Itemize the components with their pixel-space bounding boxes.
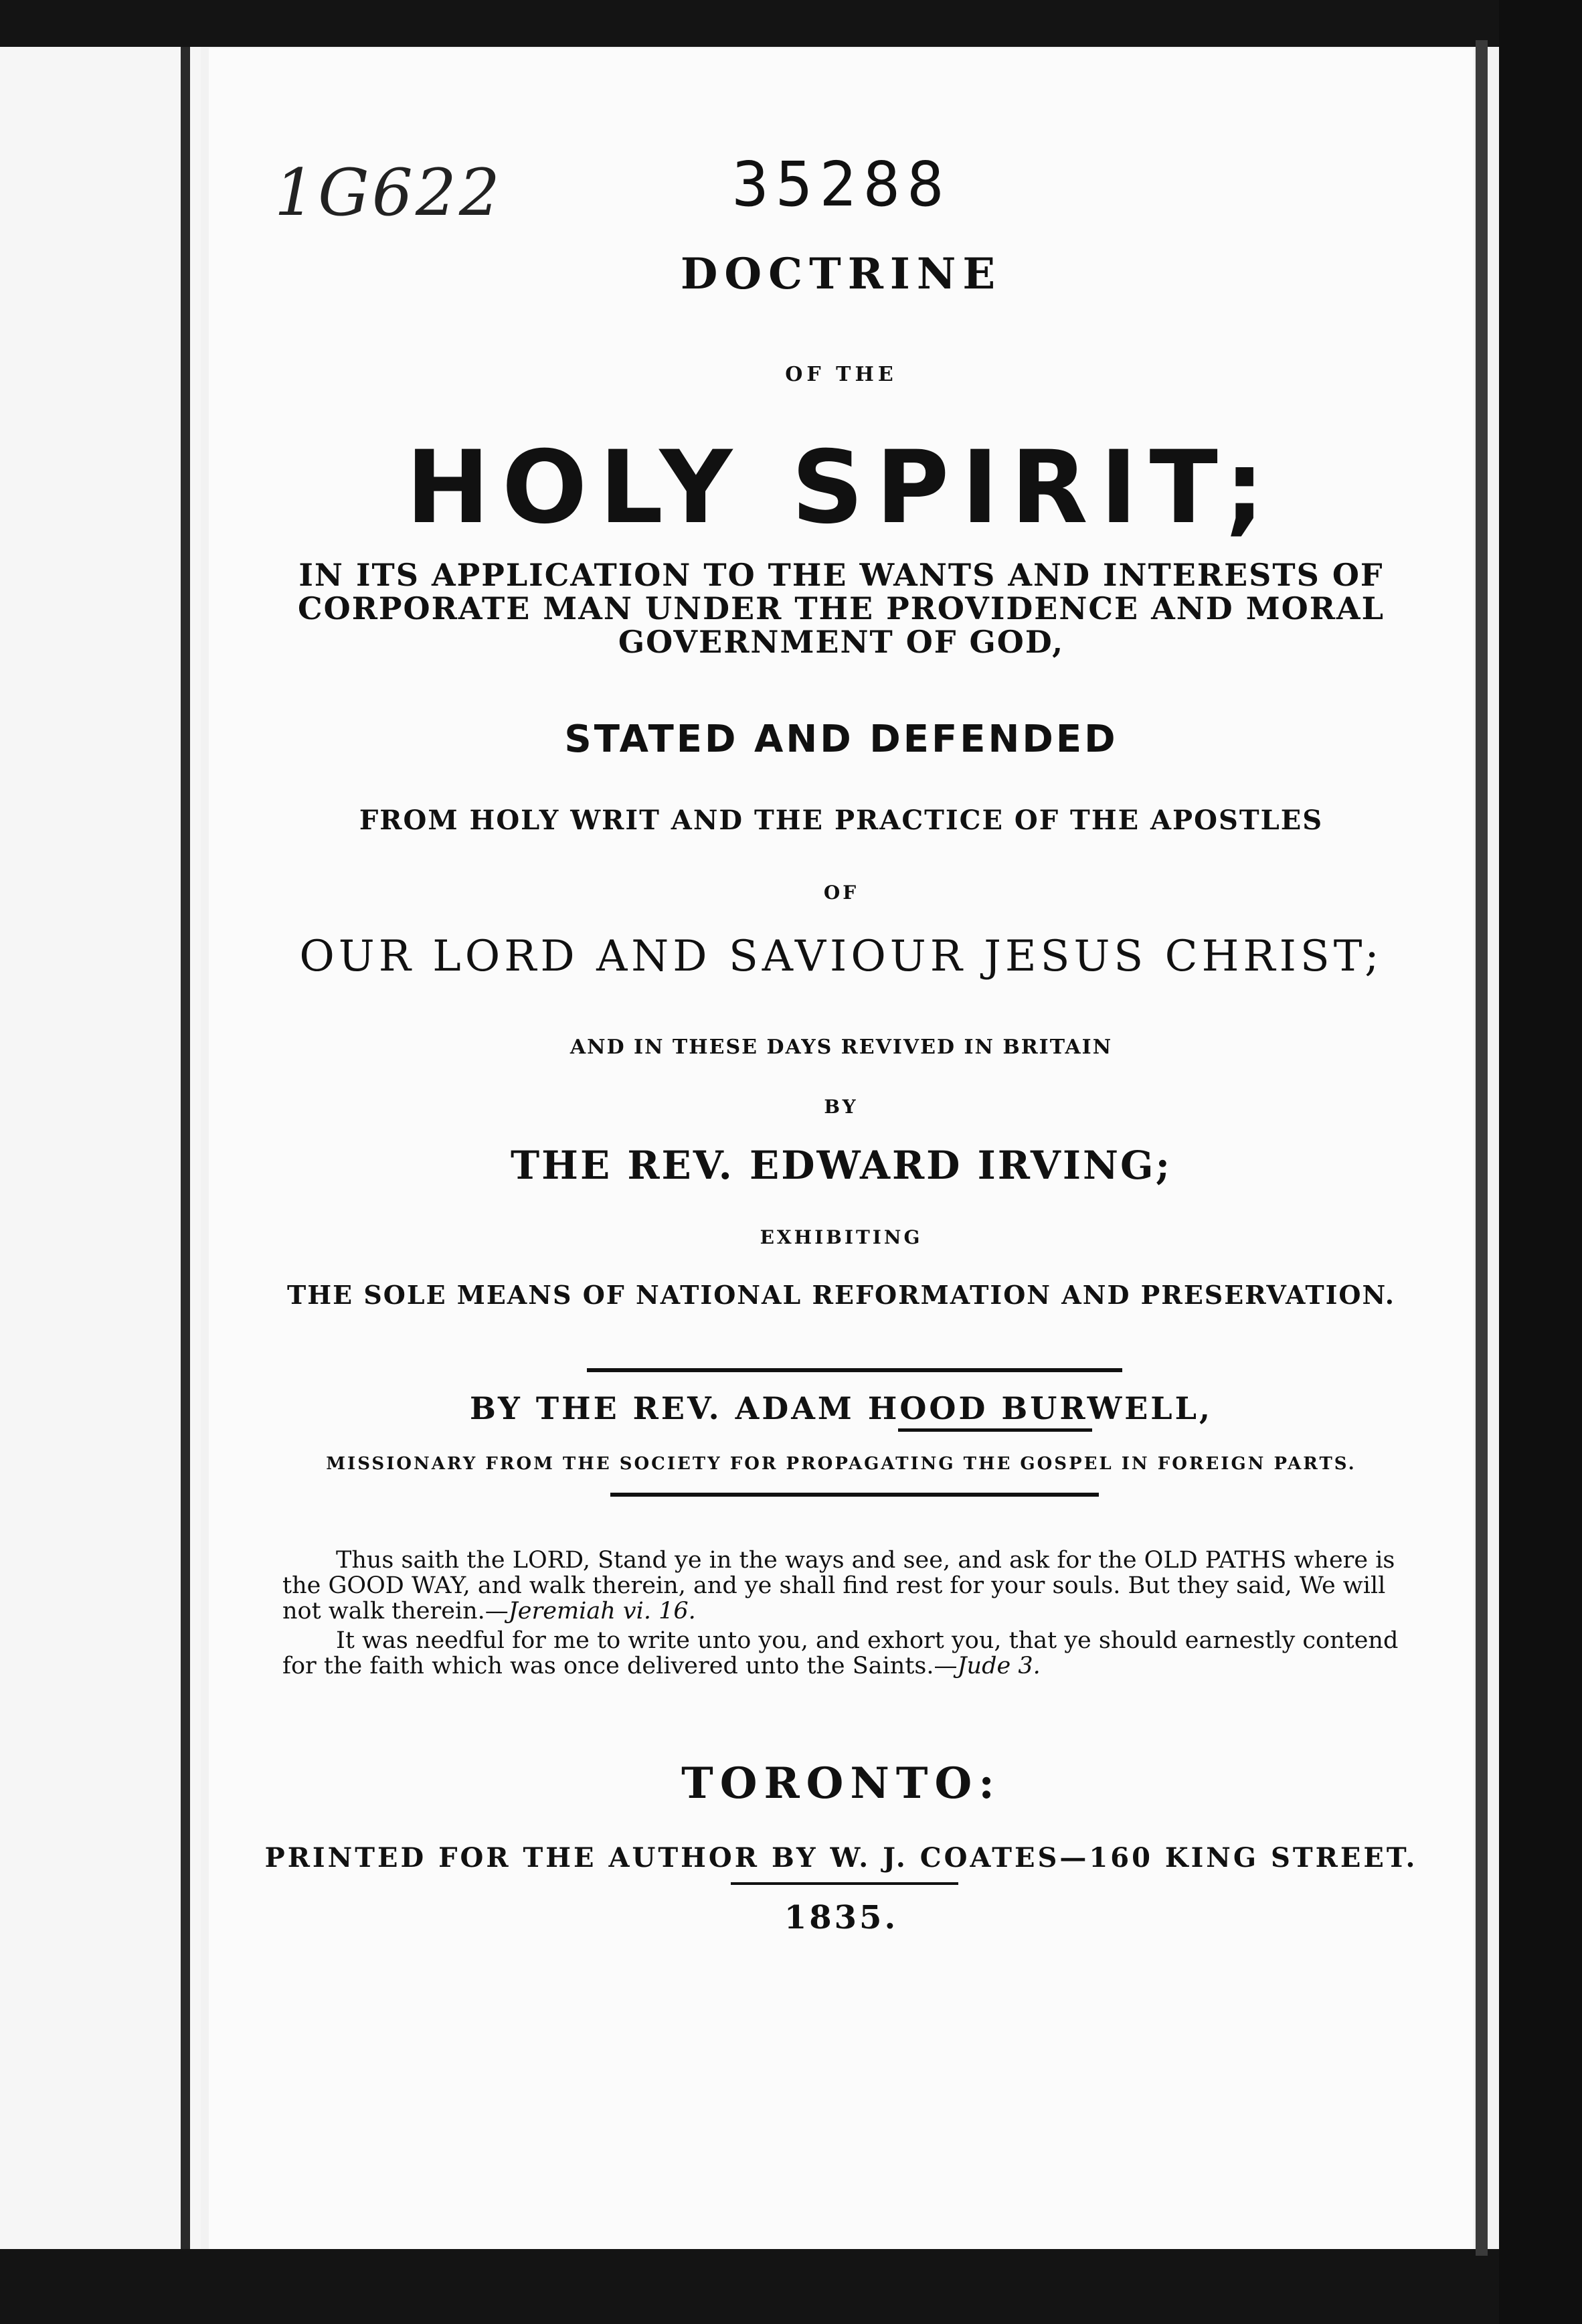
epigraph-jeremiah-text: Thus saith the LORD, Stand ye in the ways and see, and ask for the OLD PATHS where is the GOOD WAY, and walk therein, and ye shall find rest for your souls. But they said, We will not walk therein.— [282, 1547, 1395, 1625]
title-of-the: OF THE [785, 363, 897, 386]
subtitle-line-3: GOVERNMENT OF GOD, [618, 624, 1065, 660]
subtitle-line-2: CORPORATE MAN UNDER THE PROVIDENCE AND MORAL [298, 590, 1385, 627]
divider-rule-top [587, 1368, 1122, 1372]
subtitle-line-1: IN ITS APPLICATION TO THE WANTS AND INTERESTS OF [298, 557, 1384, 593]
divider-rule-bottom [610, 1493, 1099, 1497]
epigraph-jude-citation: Jude 3. [957, 1653, 1041, 1679]
irving-line: THE REV. EDWARD IRVING; [511, 1143, 1172, 1188]
our-lord-line: OUR LORD AND SAVIOUR JESUS CHRIST; [299, 932, 1383, 981]
epigraph-jude-text: It was needful for me to write unto you, and exhort you, that ye should earnestly contend for the faith which was once delivered unto the Saints.— [282, 1627, 1399, 1679]
scan-top-band [0, 0, 1582, 47]
author-line [209, 1390, 1474, 1426]
scan-left-margin [0, 0, 201, 2324]
author-prefix: BY THE REV. ADAM HOOD [469, 1390, 1002, 1426]
accession-number: 35288 [731, 149, 951, 220]
by-connector: BY [824, 1096, 859, 1118]
sole-means-line: THE SOLE MEANS OF NATIONAL REFORMATION AND PRESERVATION. [286, 1280, 1396, 1310]
title-page [209, 48, 1474, 2249]
printer-line: PRINTED FOR THE AUTHOR BY W. J. COATES—160 KING STREET. [264, 1842, 1418, 1874]
epigraph-jude [282, 1628, 1420, 1679]
stated-and-defended: STATED AND DEFENDED [564, 718, 1118, 761]
scan-right-band [1499, 0, 1582, 2324]
epigraph-jeremiah [282, 1548, 1420, 1624]
from-holy-writ: FROM HOLY WRIT AND THE PRACTICE OF THE APOSTLES [359, 805, 1324, 836]
scan-bottom-band [0, 2249, 1582, 2324]
author-surname-underline [898, 1428, 1092, 1432]
author-surname: BURWELL, [1001, 1390, 1213, 1426]
scan-left-rule [181, 33, 190, 2262]
scan-right-edge [1476, 40, 1488, 2256]
revived-line: AND IN THESE DAYS REVIVED IN BRITAIN [569, 1035, 1113, 1059]
divider-rule-imprint [731, 1882, 958, 1885]
exhibiting-connector: EXHIBITING [760, 1226, 923, 1248]
of-connector: OF [823, 882, 859, 904]
missionary-line: MISSIONARY FROM THE SOCIETY FOR PROPAGATING THE GOSPEL IN FOREIGN PARTS. [326, 1454, 1356, 1474]
publication-year: 1835. [784, 1899, 899, 1936]
title-holy-spirit: HOLY SPIRIT; [406, 430, 1277, 546]
handwritten-catalog-mark: 1G622 [274, 155, 503, 230]
place-of-publication: TORONTO: [681, 1758, 1001, 1809]
epigraph-jeremiah-citation: Jeremiah vi. 16. [508, 1598, 696, 1625]
title-doctrine: DOCTRINE [680, 249, 1002, 299]
